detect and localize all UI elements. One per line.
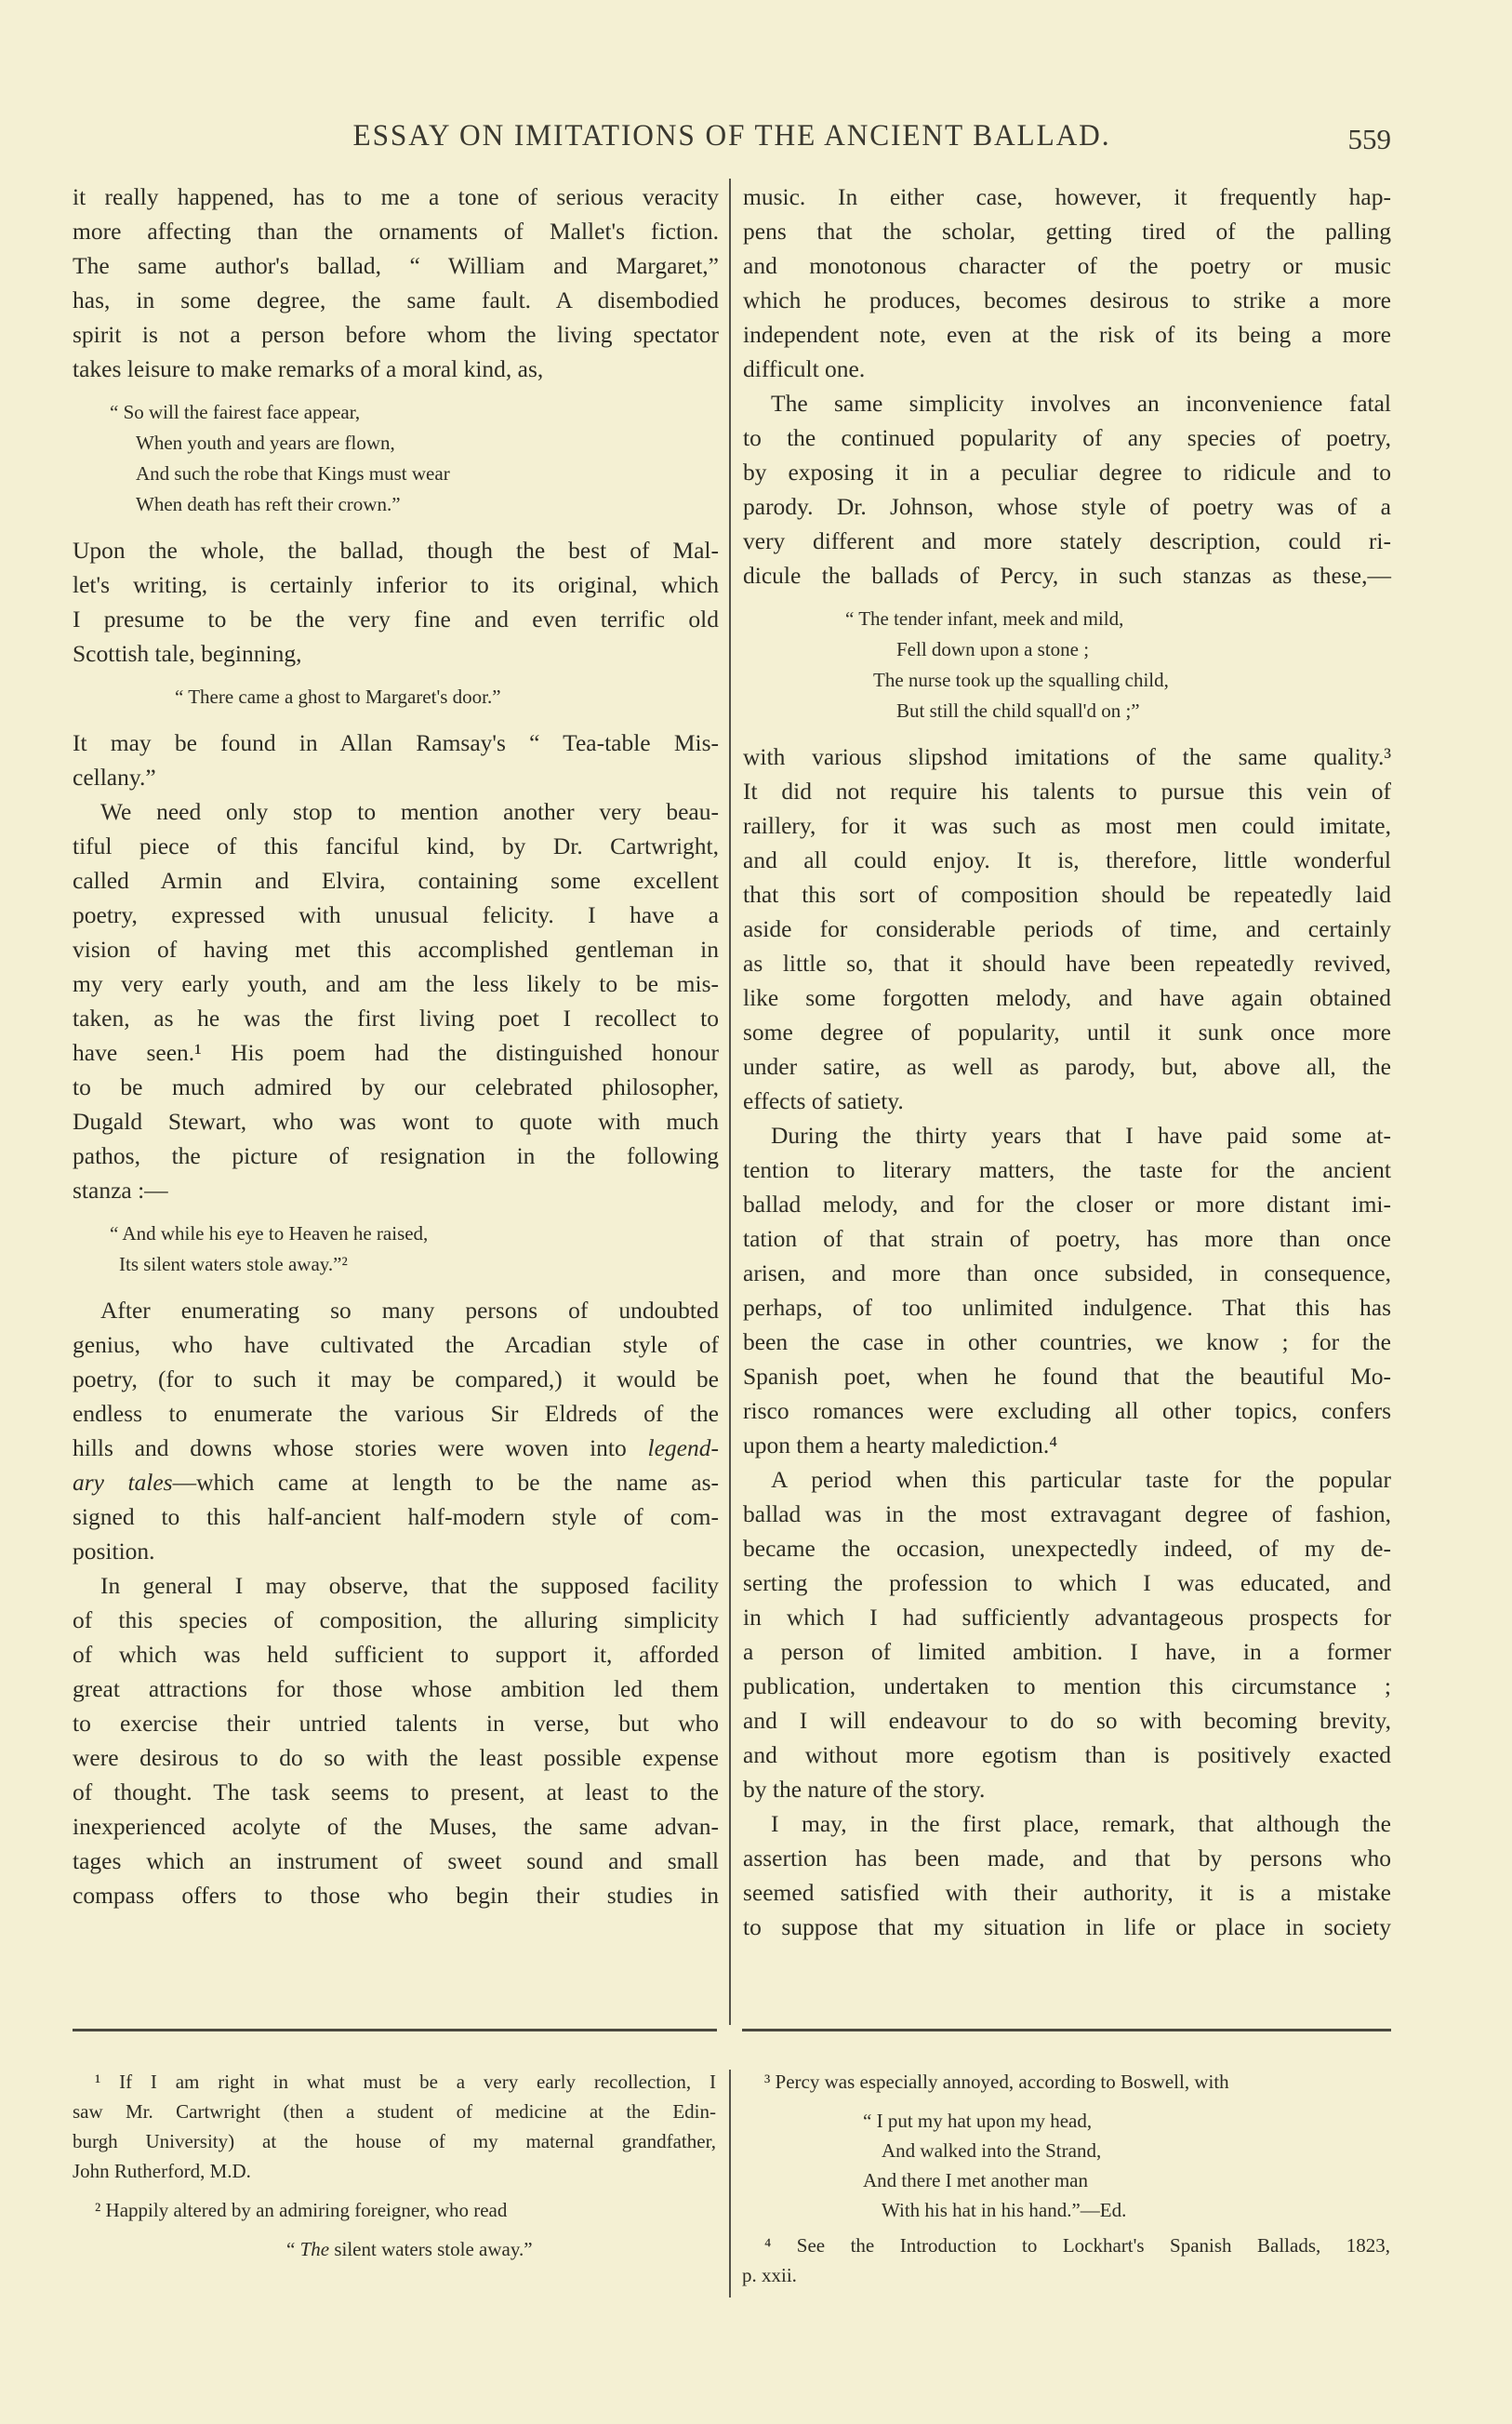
text-line: raillery, for it was such as most men could imitate, <box>743 812 1391 839</box>
text-line: tation of that strain of poetry, has more than once <box>743 1225 1391 1252</box>
text-line: ⁴ See the Introduction to Lockhart's Spanish Ballads, 1823, <box>764 2234 1390 2257</box>
paragraph <box>743 739 1391 1118</box>
verse-quote <box>73 682 719 713</box>
text-line: with various slipshod imitations of the same quality.³ <box>743 743 1391 770</box>
page-number: 559 <box>1347 123 1391 155</box>
text-line: Spanish poet, when he found that the beautiful Mo- <box>743 1363 1391 1390</box>
right-column <box>743 180 1391 1944</box>
text-line: a person of limited ambition. I have, in a former <box>743 1638 1391 1665</box>
text-line: It did not require his talents to pursue this vein of <box>743 778 1391 805</box>
text-line: pathos, the picture of resignation in the following <box>73 1142 719 1169</box>
verse-line: “ The silent waters stole away.” <box>286 2238 533 2260</box>
paragraph <box>73 1568 719 1912</box>
verse-line: And there I met another man <box>863 2169 1088 2191</box>
text-line: endless to enumerate the various Sir Eldreds of the <box>73 1400 719 1427</box>
paragraph <box>73 2195 716 2225</box>
paragraph <box>73 533 719 671</box>
text-line: saw Mr. Cartwright (then a student of medicine at the Edin- <box>73 2100 716 2123</box>
text-line: taken, as he was the first living poet I recollect to <box>73 1005 719 1032</box>
text-line: more affecting than the ornaments of Mallet's fiction. <box>73 218 719 245</box>
paragraph <box>73 2067 716 2186</box>
text-line: poetry, (for to such it may be compared,) it would be <box>73 1365 719 1392</box>
verse-line: “ So will the fairest face appear, <box>110 401 361 423</box>
text-line: The same simplicity involves an inconvenience fatal <box>771 390 1391 417</box>
text-line: under satire, as well as parody, but, above all, the <box>743 1053 1391 1080</box>
paragraph <box>743 1118 1391 1462</box>
text-line: After enumerating so many persons of undoubted <box>100 1297 719 1324</box>
text-line: to suppose that my situation in life or place in society <box>743 1913 1391 1940</box>
verse-quote <box>742 2106 1390 2225</box>
text-line: were desirous to do so with the least possible expense <box>73 1744 719 1771</box>
text-line: became the occasion, unexpectedly indeed, of my de- <box>743 1535 1391 1562</box>
text-line: ¹ If I am right in what must be a very early recollection, I <box>95 2071 716 2093</box>
text-line: very different and more stately description, could ri- <box>743 527 1391 554</box>
footnotes-left <box>73 2067 716 2270</box>
verse-line: Fell down upon a stone ; <box>896 638 1090 660</box>
text-line: has, in some degree, the same fault. A disembodied <box>73 286 719 313</box>
verse-quote <box>73 2234 716 2264</box>
text-line: to be much admired by our celebrated philosopher, <box>73 1073 719 1100</box>
text-line: signed to this half-ancient half-modern style of com- <box>73 1503 719 1530</box>
verse-quote <box>73 1219 719 1280</box>
paragraph <box>743 1462 1391 1806</box>
footnotes-right <box>742 2067 1390 2299</box>
text-line: difficult one. <box>743 355 866 382</box>
verse-line: When death has reft their crown.” <box>136 493 401 515</box>
paragraph <box>73 180 719 386</box>
text-line: dicule the ballads of Percy, in such stanzas as these,— <box>743 562 1391 589</box>
text-line: called Armin and Elvira, containing some excellent <box>73 867 719 894</box>
text-line: and monotonous character of the poetry or music <box>743 252 1391 279</box>
text-line: hills and downs whose stories were woven into legend- <box>73 1434 719 1461</box>
paragraph <box>73 794 719 1207</box>
text-line: ³ Percy was especially annoyed, according to Boswell, with <box>764 2071 1229 2093</box>
text-line: and all could enjoy. It is, therefore, little wonderful <box>743 846 1391 873</box>
text-line: genius, who have cultivated the Arcadian style of <box>73 1331 719 1358</box>
text-line: takes leisure to make remarks of a moral kind, as, <box>73 355 544 382</box>
text-line: Upon the whole, the ballad, though the best of Mal- <box>73 537 719 564</box>
text-line: independent note, even at the risk of its being a more <box>743 321 1391 348</box>
text-line: spirit is not a person before whom the living spectator <box>73 321 719 348</box>
italic-text: ary tales <box>73 1469 173 1496</box>
text-line: risco romances were excluding all other topics, confers <box>743 1397 1391 1424</box>
text-line: stanza :— <box>73 1177 168 1204</box>
text-line: and without more egotism than is positively exacted <box>743 1741 1391 1768</box>
footnote-column-divider <box>729 2070 731 2297</box>
running-head <box>0 119 1512 166</box>
verse-quote <box>73 397 719 520</box>
text-line: poetry, expressed with unusual felicity. I have a <box>73 901 719 928</box>
text-line: tages which an instrument of sweet sound and small <box>73 1847 719 1874</box>
verse-line: And walked into the Strand, <box>882 2139 1102 2162</box>
text-line: in which I had sufficiently advantageous prospects for <box>743 1604 1391 1631</box>
text-line: perhaps, of too unlimited indulgence. That this has <box>743 1294 1391 1321</box>
text-line: my very early youth, and am the less likely to be mis- <box>73 970 719 997</box>
column-divider <box>729 179 731 2025</box>
verse-line: The nurse took up the squalling child, <box>873 669 1169 691</box>
italic-text: The <box>299 2238 330 2260</box>
text-line: ary tales—which came at length to be the name as- <box>73 1469 719 1496</box>
text-line: tention to literary matters, the taste for the ancient <box>743 1156 1391 1183</box>
text-line: let's writing, is certainly inferior to its original, which <box>73 571 719 598</box>
text-line: We need only stop to mention another very beau- <box>100 798 719 825</box>
verse-line: “ There came a ghost to Margaret's door.” <box>175 686 501 708</box>
text-line: been the case in other countries, we know ; for the <box>743 1328 1391 1355</box>
verse-line: “ And while his eye to Heaven he raised, <box>110 1222 429 1245</box>
text-line: I presume to be the very fine and even terrific old <box>73 606 719 633</box>
text-line: ballad melody, and for the closer or more distant imi- <box>743 1191 1391 1218</box>
text-line: inexperienced acolyte of the Muses, the same advan- <box>73 1813 719 1840</box>
footnote-rule-left <box>73 2029 717 2031</box>
text-line: which he produces, becomes desirous to strike a more <box>743 286 1391 313</box>
text-line: it really happened, has to me a tone of serious veracity <box>73 183 719 210</box>
text-line: The same author's ballad, “ William and Margaret,” <box>73 252 719 279</box>
text-line: position. <box>73 1538 155 1565</box>
verse-line: And such the robe that Kings must wear <box>136 462 450 485</box>
text-line: serting the profession to which I was educated, and <box>743 1569 1391 1596</box>
text-line: have seen.¹ His poem had the distinguished honour <box>73 1039 719 1066</box>
running-head-title: ESSAY ON IMITATIONS OF THE ANCIENT BALLAD. <box>352 119 1111 153</box>
text-line: A period when this particular taste for the popular <box>771 1466 1391 1493</box>
verse-line: “ I put my hat upon my head, <box>863 2110 1093 2132</box>
text-line: Scottish tale, beginning, <box>73 640 302 667</box>
verse-line: But still the child squall'd on ;” <box>896 699 1140 722</box>
text-line: to exercise their untried talents in verse, but who <box>73 1710 719 1737</box>
verse-line: Its silent waters stole away.”² <box>119 1253 348 1275</box>
verse-line: With his hat in his hand.”—Ed. <box>882 2199 1127 2221</box>
text-line: some degree of popularity, until it sunk once more <box>743 1019 1391 1046</box>
verse-quote <box>743 604 1391 726</box>
text-line: like some forgotten melody, and have again obtained <box>743 984 1391 1011</box>
italic-text: legend- <box>647 1434 719 1461</box>
text-line: aside for considerable periods of time, and certainly <box>743 915 1391 942</box>
text-line: ballad was in the most extravagant degree of fashion, <box>743 1500 1391 1527</box>
paragraph <box>743 386 1391 593</box>
text-line: and I will endeavour to do so with becoming brevity, <box>743 1707 1391 1734</box>
verse-line: When youth and years are flown, <box>136 432 395 454</box>
paragraph <box>743 1806 1391 1944</box>
text-line: publication, undertaken to mention this circumstance ; <box>743 1672 1391 1699</box>
text-line: arisen, and more than once subsided, in consequence, <box>743 1259 1391 1286</box>
text-line: of which was held sufficient to support it, afforded <box>73 1641 719 1668</box>
verse-line: “ The tender infant, meek and mild, <box>845 607 1124 630</box>
text-line: of this species of composition, the alluring simplicity <box>73 1606 719 1633</box>
text-line: vision of having met this accomplished gentleman in <box>73 936 719 963</box>
footnote-rule-right <box>742 2029 1391 2031</box>
paragraph <box>743 180 1391 386</box>
text-line: In general I may observe, that the supposed facility <box>100 1572 719 1599</box>
text-line: compass offers to those who begin their studies in <box>73 1882 719 1909</box>
text-line: tiful piece of this fanciful kind, by Dr. Cartwright, <box>73 832 719 859</box>
text-line: p. xxii. <box>742 2264 797 2286</box>
text-line: cellany.” <box>73 764 156 791</box>
text-line: upon them a hearty malediction.⁴ <box>743 1432 1058 1458</box>
text-line: music. In either case, however, it frequently hap- <box>743 183 1391 210</box>
left-column <box>73 180 719 1912</box>
text-line: great attractions for those whose ambition led them <box>73 1675 719 1702</box>
text-line: burgh University) at the house of my maternal grandfather, <box>73 2130 716 2152</box>
text-line: pens that the scholar, getting tired of the palling <box>743 218 1391 245</box>
paragraph <box>73 726 719 794</box>
text-line: by the nature of the story. <box>743 1776 986 1803</box>
text-line: assertion has been made, and that by persons who <box>743 1845 1391 1871</box>
text-line: Dugald Stewart, who was wont to quote with much <box>73 1108 719 1135</box>
text-line: parody. Dr. Johnson, whose style of poetry was of a <box>743 493 1391 520</box>
text-line: effects of satiety. <box>743 1087 904 1114</box>
text-line: It may be found in Allan Ramsay's “ Tea-table Mis- <box>73 729 719 756</box>
text-line: I may, in the first place, remark, that although the <box>771 1810 1391 1837</box>
text-line: as little so, that it should have been repeatedly revived, <box>743 950 1391 977</box>
text-line: that this sort of composition should be repeatedly laid <box>743 881 1391 908</box>
text-line: seemed satisfied with their authority, it is a mistake <box>743 1879 1391 1906</box>
paragraph <box>73 1293 719 1568</box>
text-line: During the thirty years that I have paid some at- <box>771 1122 1391 1149</box>
paragraph <box>742 2231 1390 2290</box>
paragraph <box>742 2067 1390 2097</box>
text-line: to the continued popularity of any species of poetry, <box>743 424 1391 451</box>
text-line: John Rutherford, M.D. <box>73 2160 251 2182</box>
text-line: of thought. The task seems to present, at least to the <box>73 1778 719 1805</box>
text-line: by exposing it in a peculiar degree to ridicule and to <box>743 459 1391 486</box>
text-line: ² Happily altered by an admiring foreigner, who read <box>95 2199 508 2221</box>
